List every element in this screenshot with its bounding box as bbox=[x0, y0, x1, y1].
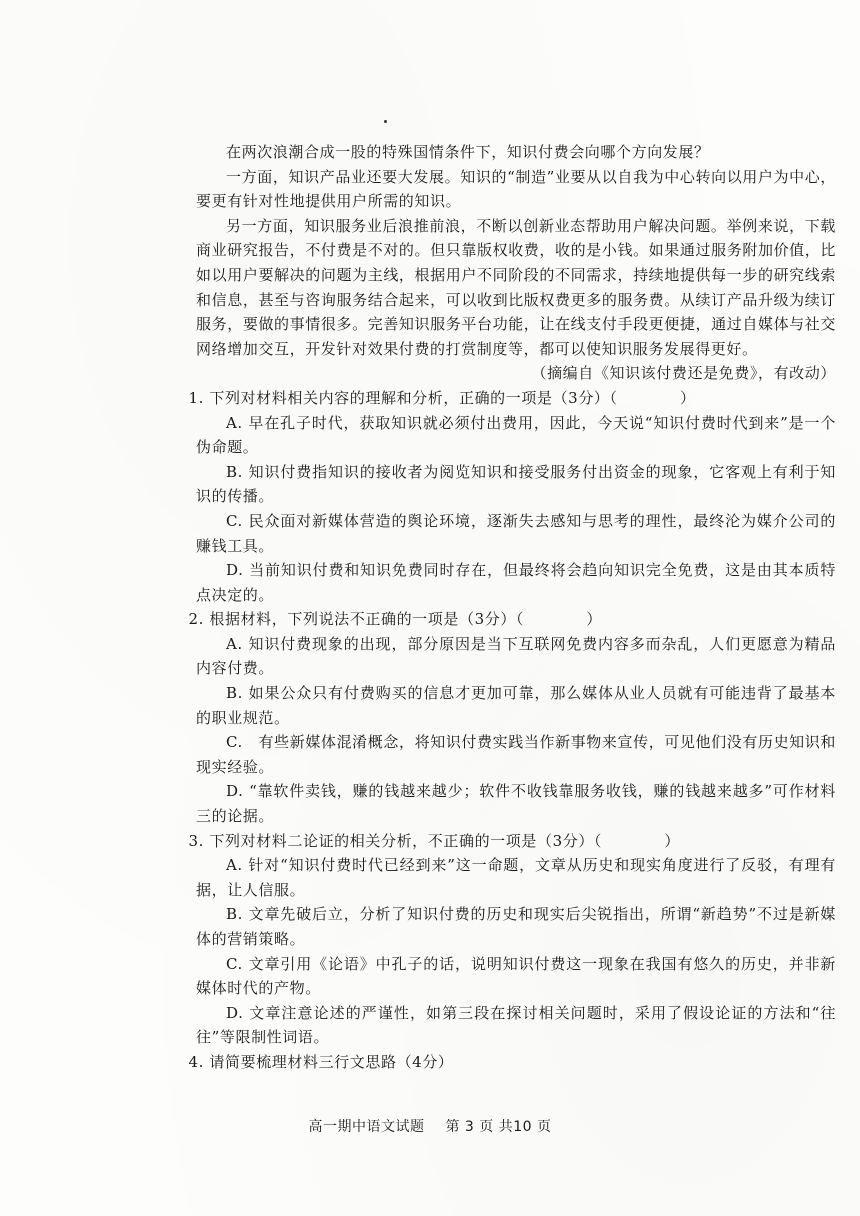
question-1 bbox=[188, 386, 836, 607]
option-c: C. 有些新媒体混淆概念，将知识付费实践当作新事物来宣传，可见他们没有历史知识和现实经验。 bbox=[196, 733, 836, 776]
passage-source: （摘编自《知识该付费还是免费》，有改动） bbox=[531, 364, 836, 383]
option-d: D. “靠软件卖钱，赚的钱越来越少；软件不收钱靠服务收钱，赚的钱越来越多”可作材料三的论据。 bbox=[196, 782, 836, 826]
question-stem: 2. 根据材料，下列说法不正确的一项是（3分）（ ） bbox=[188, 610, 603, 629]
page-number: 第 3 页 共10 页 bbox=[445, 1119, 552, 1135]
question-2 bbox=[188, 607, 836, 828]
option-c: C. 民众面对新媒体营造的舆论环境，逐渐失去感知与思考的理性，最终沦为媒介公司的赚钱工具。 bbox=[196, 511, 836, 555]
page-content bbox=[188, 140, 836, 1075]
exam-title: 高一期中语文试题 bbox=[308, 1119, 425, 1135]
question-3 bbox=[188, 829, 836, 1050]
page-footer bbox=[0, 1116, 860, 1136]
question-stem: 4. 请简要梳理材料三行文思路（4分） bbox=[188, 1052, 454, 1071]
option-b: B. 文章先破后立，分析了知识付费的历史和现实后尖锐指出，所谓“新趋势”不过是新媒体的营销策略。 bbox=[196, 905, 836, 948]
passage-paragraph: 另一方面，知识服务业后浪推前浪，不断以创新业态帮助用户解决问题。举例来说，下载商业研究报告，不付费是不对的。但只靠版权收费，收的是小钱。如果通过服务附加价值，比如以用户要解决的问题为主线，根据用户不同阶段的不同需求，持续地提供每一步的研究线索和信息，甚至与咨询服务结合起来，可以收到比版权费更多的服务费。从续订产品升级为续订服务，要做的事情很多。完善知识服务平台功能，让在线支付手段更便捷，通过自媒体与社交网络增加交互，开发针对效果付费的打赏制度等，都可以使知识服务发展得更好。 bbox=[196, 216, 836, 358]
option-a: A. 针对“知识付费时代已经到来”这一命题，文章从历史和现实角度进行了反驳，有理有据，让人信服。 bbox=[196, 856, 836, 899]
option-a: A. 知识付费现象的出现，部分原因是当下互联网免费内容多而杂乱，人们更愿意为精品内容付费。 bbox=[196, 634, 836, 678]
option-a: A. 早在孔子时代，获取知识就必须付出费用，因此，今天说“知识付费时代到来”是一个伪命题。 bbox=[196, 413, 836, 457]
question-stem: 1. 下列对材料相关内容的理解和分析，正确的一项是（3分）（ ） bbox=[188, 388, 696, 407]
option-b: B. 知识付费指知识的接收者为阅览知识和接受服务付出资金的现象，它客观上有利于知识的传播。 bbox=[196, 462, 836, 506]
option-d: D. 当前知识付费和知识免费同时存在，但最终将会趋向知识完全免费，这是由其本质特点决定的。 bbox=[196, 561, 836, 604]
scan-speck bbox=[384, 120, 387, 123]
option-c: C. 文章引用《论语》中孔子的话，说明知识付费这一现象在我国有悠久的历史，并非新媒体时代的产物。 bbox=[196, 954, 836, 998]
passage-paragraph: 一方面，知识产品业还要大发展。知识的“制造”业要从以自我为中心转向以用户为中心，要更有针对性地提供用户所需的知识。 bbox=[196, 167, 836, 211]
option-d: D. 文章注意论述的严谨性，如第三段在探讨相关问题时，采用了假设论证的方法和“往往”等限制性词语。 bbox=[196, 1003, 836, 1047]
option-b: B. 如果公众只有付费购买的信息才更加可靠，那么媒体从业人员就有可能违背了最基本的职业规范。 bbox=[196, 684, 836, 727]
passage-paragraph: 在两次浪潮合成一股的特殊国情条件下，知识付费会向哪个方向发展？ bbox=[226, 143, 710, 161]
question-stem: 3. 下列对材料二论证的相关分析，不正确的一项是（3分）（ ） bbox=[188, 831, 681, 850]
question-4 bbox=[188, 1050, 836, 1075]
